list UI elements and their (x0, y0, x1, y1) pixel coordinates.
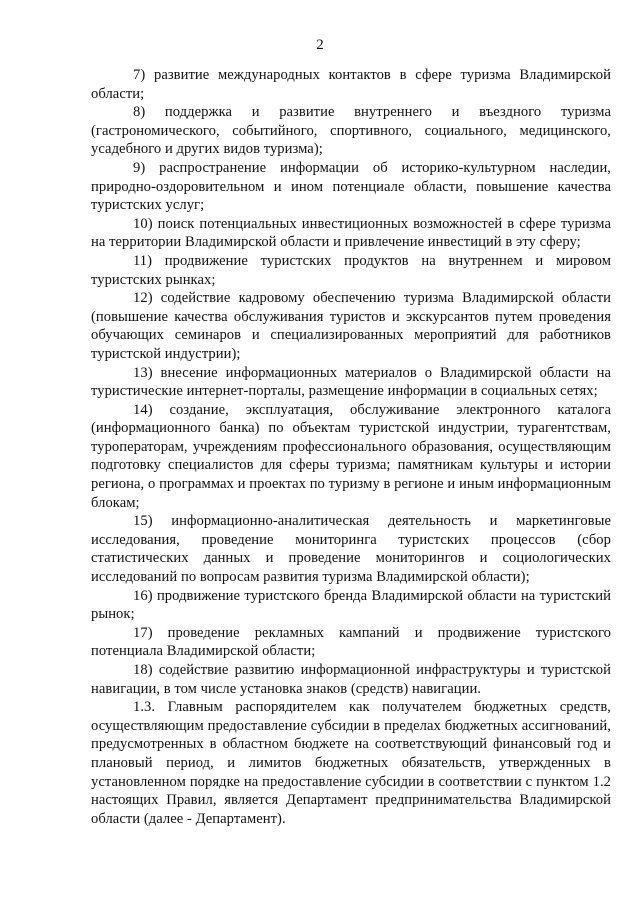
list-item-8: 8) поддержка и развитие внутреннего и въездного туризма (гастрономического, событийного, спортивного, социального, медицинского, усадебного и других видов туризма); (91, 104, 611, 158)
list-item-13: 13) внесение информационных материалов о Владимирской области на туристические интернет-порталы, размещение информации в социальных сетях; (91, 364, 611, 400)
document-body (91, 66, 611, 828)
list-item-11: 11) продвижение туристских продуктов на внутреннем и мировом туристских рынках; (91, 252, 611, 288)
list-item-16: 16) продвижение туристского бренда Владимирской области на туристский рынок; (91, 587, 611, 623)
list-item-18: 18) содействие развитию информационной инфраструктуры и туристской навигации, в том числе установка знаков (средств) навигации. (91, 662, 611, 697)
list-item-10: 10) поиск потенциальных инвестиционных возможностей в сфере туризма на территории Владимирской области и привлечение инвестиций в эту сферу; (91, 215, 611, 251)
list-item-9: 9) распространение информации об историко-культурном наследии, природно-оздоровительном и ином потенциале области, повышение качества туристских услуг; (91, 159, 611, 214)
list-item-12: 12) содействие кадровому обеспечению туризма Владимирской области (повышение качества обслуживания туристов и экскурсантов путем проведения обучающих семинаров и специализированных мероприятий для работников туристской индустрии); (91, 290, 611, 362)
section-1-3-paragraph: 1.3. Главным распорядителем как получателем бюджетных средств, осуществляющим предоставление субсидии в пределах бюджетных ассигнований, предусмотренных в областном бюджете на соответствующий финансовый год и плановый период, и лимитов бюджетных обязательств, утвержденных в установленном порядке на предоставление субсидии в соответствии с пунктом 1.2 настоящих Правил, является Департамент предпринимательства Владимирской области (далее - Департамент). (91, 699, 611, 827)
list-item-14: 14) создание, эксплуатация, обслуживание электронного каталога (информационного банка) по объектам туристской индустрии, турагентствам, туроператорам, учреждениям профессионального образования, осуществляющим подготовку специалистов для сферы туризма; памятникам культуры и истории региона, о программах и проектах по туризму в регионе и иным информационным блокам; (91, 401, 611, 511)
list-item-15: 15) информационно-аналитическая деятельность и маркетинговые исследования, проведение мониторинга туристских процессов (сбор статистических данных и проведение мониторингов и социологических исследований по вопросам развития туризма Владимирской области); (91, 513, 611, 586)
page-number: 2 (316, 37, 324, 53)
list-item-7: 7) развитие международных контактов в сфере туризма Владимирской области; (91, 67, 611, 102)
list-item-17: 17) проведение рекламных кампаний и продвижение туристского потенциала Владимирской области; (91, 624, 611, 660)
